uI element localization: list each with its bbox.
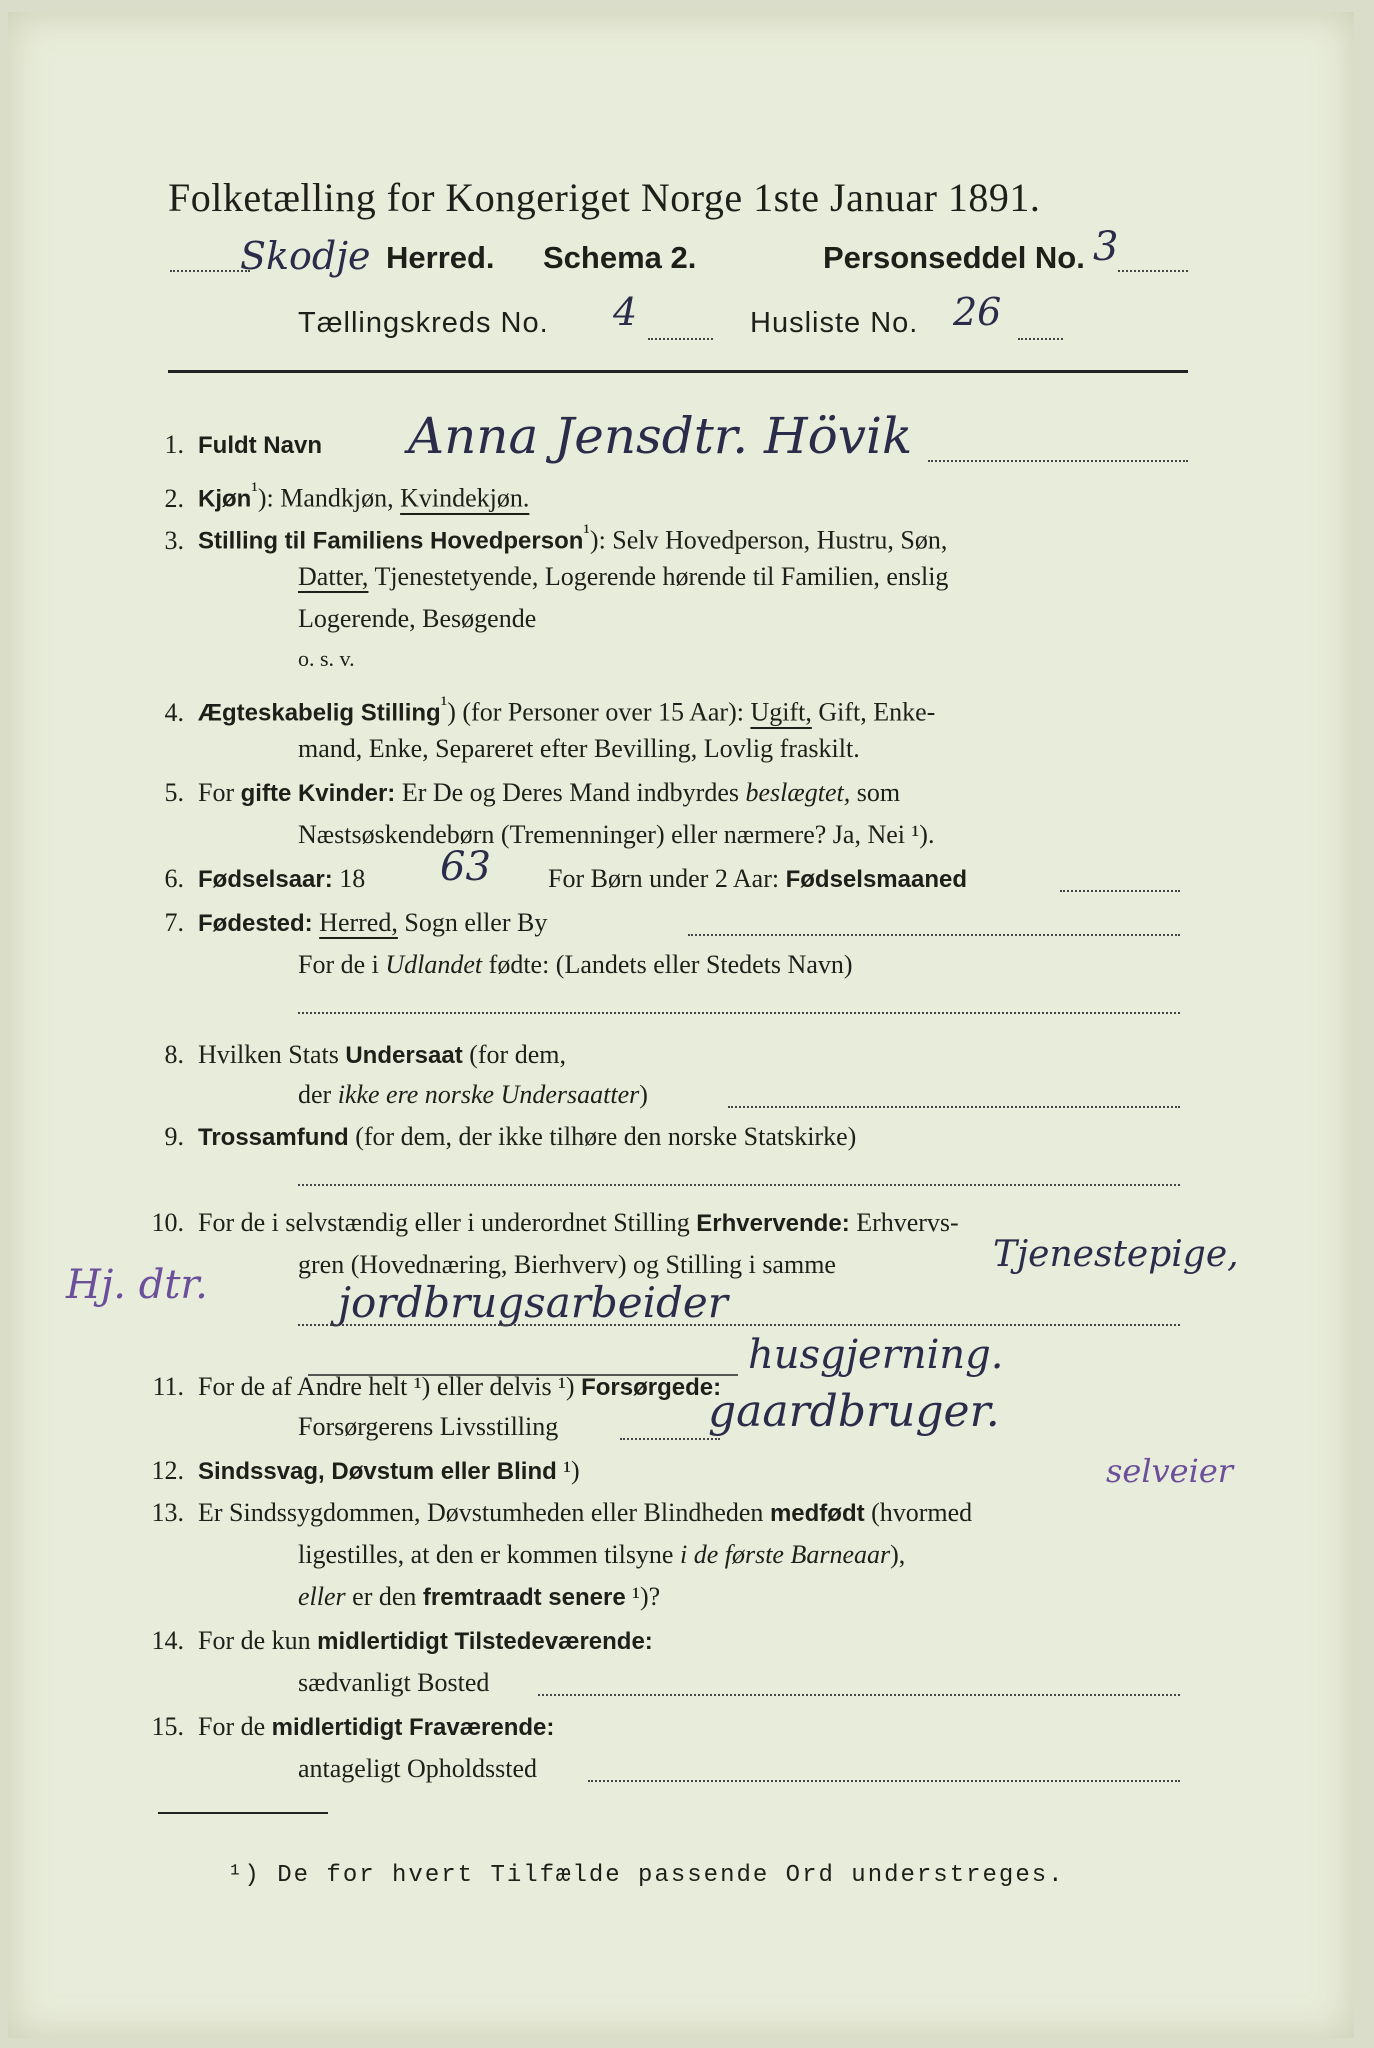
q11-dotted-line <box>620 1438 720 1440</box>
q9-num: 9. <box>164 1122 184 1151</box>
q13-row <box>138 1498 972 1528</box>
q4-label: Ægteskabelig Stilling <box>198 699 441 727</box>
q4-text3: mand, Enke, Separeret efter Bevilling, Lovlig fraskilt. <box>298 734 860 763</box>
q7-text3: fødte: (Landets eller Stedets Navn) <box>488 950 853 979</box>
q5-text2: som <box>856 778 901 807</box>
q10-dotted-line <box>298 1324 1180 1326</box>
q2-sup: ¹ <box>251 478 258 502</box>
header-rule <box>168 370 1188 373</box>
q13-num: 13. <box>151 1498 184 1527</box>
q1-num: 1. <box>164 430 184 459</box>
q7-text1: Sogn eller By <box>404 908 548 937</box>
q5-num: 5. <box>164 778 184 807</box>
q3-underlined-option: Datter, <box>298 562 369 591</box>
q7-num: 7. <box>164 908 184 937</box>
herred-dotted-line <box>170 270 250 272</box>
q6-label2: Fødselsmaaned <box>785 866 967 893</box>
q13-row3 <box>298 1582 660 1612</box>
q13-text4: ), <box>890 1540 906 1569</box>
q4-text2: Gift, Enke- <box>818 697 936 727</box>
q5-label: gifte Kvinder: <box>240 780 396 807</box>
q15-text1: For de <box>198 1712 266 1741</box>
q7-text2: For de i <box>298 950 379 979</box>
footnote-rule <box>158 1812 328 1814</box>
personseddel-dotted-line <box>1118 270 1188 272</box>
q3-row: 3. Stilling til Familiens Hovedperson$^{^1}$): Selv Hovedperson, Hustru, Søn, <box>138 520 947 556</box>
q11-num: 11. <box>152 1372 184 1401</box>
q1-answer: Anna Jensdtr. Hövik <box>408 407 913 465</box>
q8-num: 8. <box>164 1040 184 1069</box>
q11-text2: Forsørgerens Livsstilling <box>298 1412 559 1441</box>
q4-text1: ) (for Personer over 15 Aar): <box>447 697 744 727</box>
q1-row <box>138 430 322 460</box>
q7-dotted-line <box>688 934 1180 936</box>
q10-text2: Erhvervs- <box>856 1208 959 1237</box>
q8-row2 <box>298 1080 648 1110</box>
q10-answer2: jordbrugsarbeider <box>338 1278 728 1327</box>
q13-label: medfødt <box>769 1500 865 1527</box>
census-form-sheet <box>8 12 1354 2038</box>
q9-label: Trossamfund <box>198 1124 349 1151</box>
q7-dotted-line-2 <box>298 1012 1180 1014</box>
q6-row <box>138 864 365 894</box>
q4-num: 4. <box>164 697 184 727</box>
q14-text1: For de kun <box>198 1626 311 1655</box>
q6-prefix: 18 <box>339 864 366 893</box>
q7-label: Fødested: <box>198 910 313 937</box>
q2-text: ): Mandkjøn, <box>257 483 394 513</box>
q6-label: Fødselsaar: <box>198 866 333 893</box>
q12-text1: ¹) <box>563 1456 580 1485</box>
q8-label: Undersaat <box>345 1042 463 1069</box>
q6-row-right <box>548 864 967 894</box>
form-title: Folketælling for Kongeriget Norge 1ste Januar 1891. <box>168 175 1041 220</box>
q7-row2 <box>298 950 853 980</box>
husliste-value: 26 <box>953 290 1002 334</box>
q8-text4: ) <box>639 1080 648 1109</box>
q13-text2: (hvormed <box>871 1498 973 1527</box>
q13-row2 <box>298 1540 905 1570</box>
husliste-dotted-line <box>1018 338 1063 340</box>
q6-dotted-line <box>1060 890 1180 892</box>
herred-value: Skodje <box>240 234 371 278</box>
q13-text1: Er Sindssygdommen, Døvstumheden eller Blindheden <box>198 1498 764 1527</box>
q2-label: Kjøn <box>198 485 252 513</box>
q10-answer1: Tjenestepige, <box>993 1234 1239 1275</box>
kreds-dotted-line <box>648 338 713 340</box>
q12-row <box>138 1456 580 1486</box>
husliste-label: Husliste No. <box>750 307 919 339</box>
q10-label: Erhvervende: <box>696 1210 850 1237</box>
q13-italic2: eller <box>298 1582 346 1611</box>
q9-row <box>138 1122 856 1152</box>
personseddel-label: Personseddel No. <box>823 240 1085 275</box>
q3-text3: Logerende, Besøgende <box>298 604 537 633</box>
q9-dotted-line <box>298 1184 1180 1186</box>
q10-answer3: husgjerning. <box>748 1332 1004 1378</box>
q3-text1: ): Selv Hovedperson, Hustru, Søn, <box>589 525 948 555</box>
q14-label: midlertidigt Tilstedeværende: <box>317 1628 653 1655</box>
q12-num: 12. <box>151 1456 184 1485</box>
q11-row <box>138 1372 721 1402</box>
q15-num: 15. <box>151 1712 184 1741</box>
q10-text3: gren (Hovednæring, Bierhverv) og Stilling i samme <box>298 1250 836 1279</box>
q8-dotted-line <box>728 1106 1180 1108</box>
q13-text3: ligestilles, at den er kommen tilsyne <box>298 1540 674 1569</box>
q7-row <box>138 908 547 938</box>
q2-row <box>138 478 529 514</box>
q1-label: Fuldt Navn <box>198 432 322 459</box>
q3-num: 3. <box>164 525 184 555</box>
q14-row <box>138 1626 653 1656</box>
q14-dotted-line <box>538 1694 1180 1696</box>
q10-num: 10. <box>151 1208 184 1237</box>
q5-text1: Er De og Deres Mand indbyrdes <box>401 778 739 807</box>
q8-row <box>138 1040 566 1070</box>
q11-label: Forsørgede: <box>581 1374 722 1401</box>
q5-italic: beslægtet, <box>745 778 851 807</box>
schema-label: Schema 2. <box>543 240 697 275</box>
q7-underlined-option: Herred, <box>319 908 398 937</box>
q4-underlined-option: Ugift, <box>750 697 812 727</box>
q12-label: Sindssvag, Døvstum eller Blind <box>198 1458 557 1485</box>
q13-text5: er den <box>352 1582 417 1611</box>
herred-label: Herred. <box>386 240 495 275</box>
q1-dotted-line <box>928 460 1188 462</box>
q6-text1: For Børn under 2 Aar: <box>548 864 780 893</box>
q11-answer2: selveier <box>1106 1452 1234 1490</box>
q8-italic: ikke ere norske Undersaatter <box>337 1080 640 1109</box>
q6-num: 6. <box>164 864 184 893</box>
q5-text3: Næstsøskendebørn (Tremenninger) eller nærmere? Ja, Nei ¹). <box>298 820 935 849</box>
q3-label: Stilling til Familiens Hovedperson <box>198 527 584 555</box>
q5-row <box>138 778 900 808</box>
q3-row2 <box>298 562 948 592</box>
q13-label2: fremtraadt senere <box>422 1584 626 1611</box>
q15-text2: antageligt Opholdssted <box>298 1754 538 1783</box>
q10-text1: For de i selvstændig eller i underordnet Stilling <box>198 1208 690 1237</box>
q14-text2: sædvanligt Bosted <box>298 1668 490 1697</box>
q4-row: 4. Ægteskabelig Stilling$^{^1}$) (for Personer over 15 Aar): Ugift, Gift, Enke- <box>138 692 935 728</box>
q14-num: 14. <box>151 1626 184 1655</box>
q13-italic1: i de første Barneaar <box>679 1540 891 1569</box>
q8-text3: der <box>298 1080 332 1109</box>
footnote: ¹) De for hvert Tilfælde passende Ord understreges. <box>228 1862 1065 1889</box>
q7-italic: Udlandet <box>385 950 483 979</box>
kreds-value: 4 <box>613 290 638 334</box>
q15-row <box>138 1712 554 1742</box>
q8-text1: Hvilken Stats <box>198 1040 339 1069</box>
q8-text2: (for dem, <box>469 1040 566 1069</box>
q5-pre: For <box>198 778 235 807</box>
q11-answer: gaardbruger. <box>708 1386 1000 1437</box>
q15-label: midlertidigt Fraværende: <box>271 1714 555 1741</box>
q11-text1: For de af Andre helt ¹) eller delvis ¹) <box>198 1372 575 1401</box>
kreds-label: Tællingskreds No. <box>298 307 549 339</box>
q10-row <box>138 1208 959 1238</box>
q10-margin-note: Hj. dtr. <box>66 1262 208 1308</box>
q3-text2: Tjenestetyende, Logerende hørende til Familien, enslig <box>374 562 949 591</box>
q2-num: 2. <box>164 483 184 513</box>
q3-text4: o. s. v. <box>298 646 355 671</box>
q6-answer: 63 <box>440 844 491 890</box>
personseddel-value: 3 <box>1093 224 1119 270</box>
q2-underlined-option: Kvindekjøn. <box>400 483 530 513</box>
q9-text1: (for dem, der ikke tilhøre den norske Statskirke) <box>355 1122 857 1151</box>
q15-dotted-line <box>588 1780 1180 1782</box>
q13-text6: ¹)? <box>632 1582 661 1611</box>
